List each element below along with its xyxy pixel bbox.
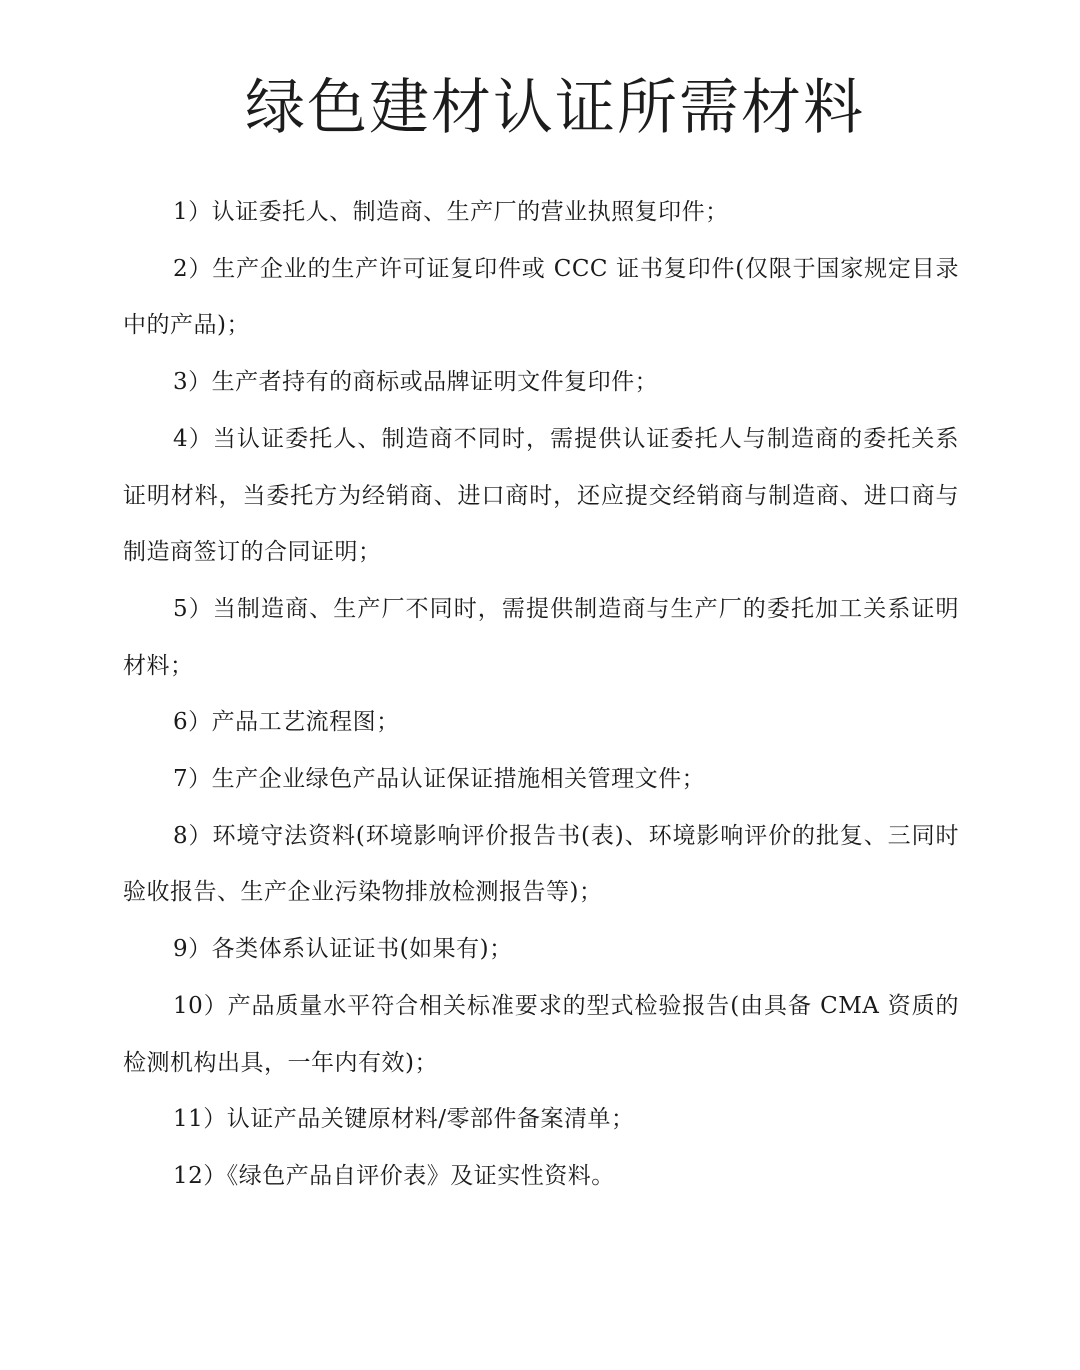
list-item: 4）当认证委托人、制造商不同时，需提供认证委托人与制造商的委托关系证明材料，当委托方为经销商、进口商时，还应提交经销商与制造商、进口商与制造商签订的合同证明； — [123, 425, 959, 566]
list-item: 9）各类体系认证证书(如果有)； — [173, 936, 513, 963]
list-item: 5）当制造商、生产厂不同时，需提供制造商与生产厂的委托加工关系证明材料； — [123, 595, 959, 679]
list-item: 12）《绿色产品自评价表》及证实性资料。 — [173, 1162, 615, 1189]
list-item: 8）环境守法资料(环境影响评价报告书(表)、环境影响评价的批复、三同时验收报告、生产企业污染物排放检测报告等)； — [123, 822, 959, 906]
requirements-list — [123, 184, 959, 1205]
list-item: 7）生产企业绿色产品认证保证措施相关管理文件； — [173, 766, 706, 793]
list-item: 3）生产者持有的商标或品牌证明文件复印件； — [173, 369, 659, 396]
list-item: 6）产品工艺流程图； — [173, 709, 400, 736]
list-item: 2）生产企业的生产许可证复印件或 CCC 证书复印件(仅限于国家规定目录中的产品)； — [123, 255, 959, 339]
document-title: 绿色建材认证所需材料 — [245, 73, 865, 143]
list-item: 1）认证委托人、制造商、生产厂的营业执照复印件； — [173, 199, 729, 225]
list-item: 11）认证产品关键原材料/零部件备案清单； — [173, 1106, 635, 1133]
list-item: 10）产品质量水平符合相关标准要求的型式检验报告(由具备 CMA 资质的检测机构出具，一年内有效)； — [123, 992, 959, 1076]
